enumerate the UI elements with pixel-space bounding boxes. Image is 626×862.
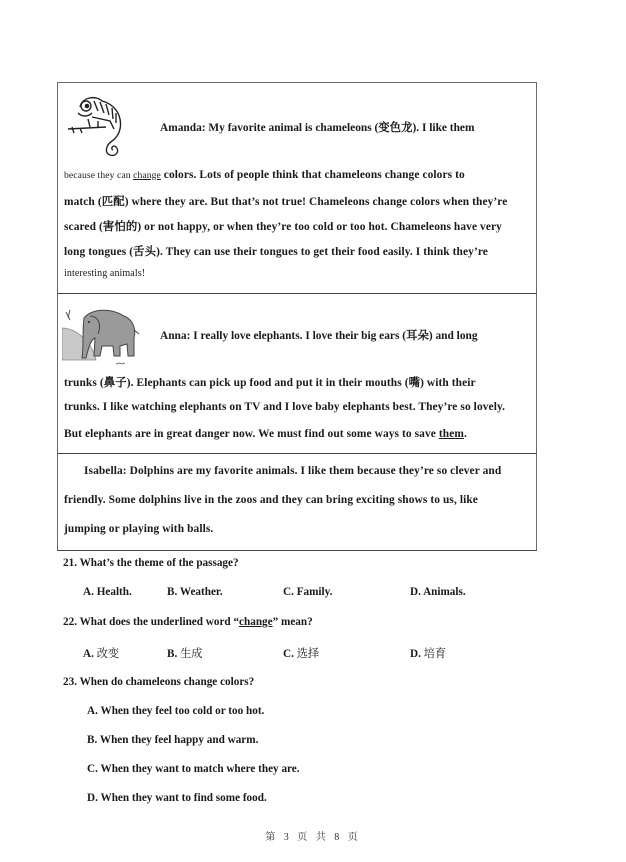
- question-number: 22.: [63, 616, 77, 628]
- isabella-line-3: jumping or playing with balls.: [64, 523, 214, 535]
- isabella-section: [57, 453, 537, 551]
- option-text: When they feel happy and warm.: [99, 734, 259, 746]
- text-span: trunks (鼻子). Elephants can pick up food and put it in their mouths (嘴) with their: [64, 377, 476, 389]
- amanda-line-3: scared (害怕的) or not happy, or when they’re too cold or too hot. Chameleons have very: [64, 221, 502, 233]
- anna-line-3: [64, 428, 467, 440]
- question-22: [63, 616, 313, 628]
- option-label: B.: [167, 586, 178, 598]
- anna-section: [57, 293, 537, 454]
- option-label: B.: [87, 734, 98, 746]
- question-text-pre: What does the underlined word “: [79, 616, 240, 628]
- question-23: [63, 676, 254, 688]
- amanda-line-1: [64, 169, 465, 181]
- option-label: A.: [83, 648, 94, 660]
- option-label: A.: [87, 705, 98, 717]
- amanda-line-2: match (匹配) where they are. But that’s not true! Chameleons change colors when they’re: [64, 196, 508, 208]
- option-text: 生成: [180, 648, 203, 660]
- text-span: because they can: [64, 170, 134, 181]
- anna-line-1: [64, 374, 476, 390]
- amanda-intro: Amanda: My favorite animal is chameleons (变色龙). I like them: [160, 122, 475, 134]
- question-text-post: ” mean?: [272, 616, 313, 628]
- option-text: 培育: [423, 648, 447, 660]
- amanda-section: [57, 82, 537, 294]
- anna-intro: Anna: I really love elephants. I love their big ears (耳朵) and long: [160, 330, 478, 342]
- option-label: A.: [83, 586, 94, 598]
- isabella-line-2: friendly. Some dolphins live in the zoos and they can bring exciting shows to us, like: [64, 494, 478, 506]
- option-text: When they want to match where they are.: [100, 763, 300, 775]
- question-text: What’s the theme of the passage?: [79, 557, 239, 569]
- option-text: Health.: [96, 586, 132, 598]
- question-number: 21.: [63, 557, 77, 569]
- q22-option-b[interactable]: [167, 645, 202, 661]
- amanda-line-5: interesting animals!: [64, 268, 146, 279]
- text-span: colors. Lots of people think that chameleons change colors to: [160, 169, 465, 181]
- option-label: C.: [283, 586, 294, 598]
- question-21: [63, 557, 239, 569]
- option-text: Weather.: [179, 586, 223, 598]
- option-text: 选择: [296, 648, 320, 660]
- q23-option-a[interactable]: [87, 705, 264, 717]
- q22-option-c[interactable]: [283, 645, 319, 661]
- question-text: When do chameleons change colors?: [79, 676, 255, 688]
- isabella-line-1: Isabella: Dolphins are my favorite animals. I like them because they’re so clever and: [84, 465, 502, 477]
- option-label: C.: [283, 648, 294, 660]
- anna-line-2: trunks. I like watching elephants on TV and I love baby elephants best. They’re so lovely.: [64, 401, 506, 413]
- underlined-word-change: change: [133, 170, 161, 181]
- amanda-line-4: long tongues (舌头). They can use their tongues to get their food easily. I think they’re: [64, 246, 488, 258]
- q22-option-a[interactable]: [83, 645, 119, 661]
- page-footer: 第 3 页 共 8 页: [265, 832, 361, 843]
- text-span: But elephants are in great danger now. We must find out some ways to save: [64, 428, 439, 440]
- option-label: B.: [167, 648, 178, 660]
- option-text: When they want to find some food.: [100, 792, 267, 804]
- option-label: D.: [87, 792, 98, 804]
- q23-option-b[interactable]: [87, 734, 258, 746]
- underlined-word-them: them: [438, 428, 464, 440]
- option-text: 改变: [96, 648, 120, 660]
- q23-option-d[interactable]: [87, 792, 267, 804]
- option-label: D.: [410, 648, 421, 660]
- question-number: 23.: [63, 676, 77, 688]
- q22-option-d[interactable]: [410, 645, 446, 661]
- option-text: When they feel too cold or too hot.: [100, 705, 265, 717]
- q21-option-c[interactable]: [283, 586, 332, 598]
- q23-option-c[interactable]: [87, 763, 300, 775]
- q21-option-d[interactable]: [410, 586, 466, 598]
- q21-option-b[interactable]: [167, 586, 223, 598]
- option-label: D.: [410, 586, 421, 598]
- q21-option-a[interactable]: [83, 586, 132, 598]
- elephant-illustration: [62, 306, 142, 368]
- option-text: Family.: [296, 586, 333, 598]
- option-text: Animals.: [423, 586, 466, 598]
- option-label: C.: [87, 763, 98, 775]
- text-span: .: [463, 428, 467, 440]
- chameleon-illustration: [66, 91, 130, 157]
- underlined-word-change: change: [239, 616, 273, 628]
